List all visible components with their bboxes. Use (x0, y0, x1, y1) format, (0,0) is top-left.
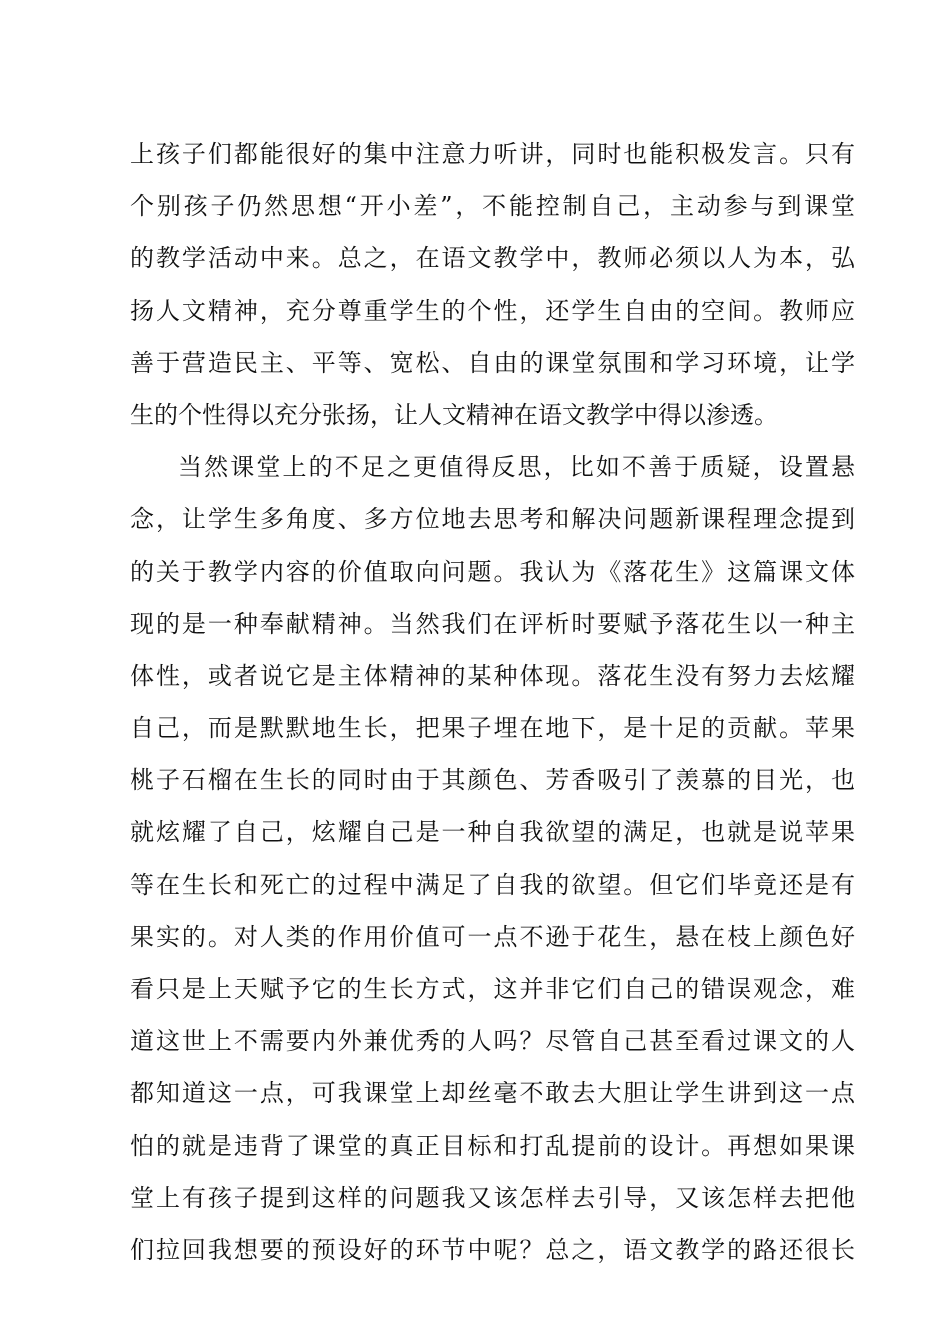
text-line: 果实的。对人类的作用价值可一点不逊于花生，悬在枝上颜色好 (130, 922, 855, 951)
paragraph-2 (130, 441, 855, 1276)
text-line: 念，让学生多角度、多方位地去思考和解决问题新课程理念提到 (130, 505, 855, 534)
text-line: 道这世上不需要内外兼优秀的人吗？尽管自己甚至看过课文的人 (130, 1027, 855, 1056)
text-line: 当然课堂上的不足之更值得反思，比如不善于质疑，设置悬 (178, 453, 855, 482)
text-line: 上孩子们都能很好的集中注意力听讲，同时也能积极发言。只有 (130, 140, 855, 168)
text-line: 的关于教学内容的价值取向问题。我认为《落花生》这篇课文体 (130, 557, 855, 586)
text-line: 现的是一种奉献精神。当然我们在评析时要赋予落花生以一种主 (130, 609, 855, 638)
text-line: 都知道这一点，可我课堂上却丝毫不敢去大胆让学生讲到这一点 (130, 1079, 855, 1108)
text-line: 们拉回我想要的预设好的环节中呢？总之，语文教学的路还很长 (130, 1235, 855, 1264)
text-line: 善于营造民主、平等、宽松、自由的课堂氛围和学习环境，让学 (130, 348, 855, 377)
document-body (130, 128, 855, 1276)
text-line: 桃子石榴在生长的同时由于其颜色、芳香吸引了羡慕的目光，也 (130, 766, 855, 795)
text-line: 体性，或者说它是主体精神的某种体现。落花生没有努力去炫耀 (130, 661, 855, 690)
paragraph-1 (130, 128, 855, 441)
text-line: 生的个性得以充分张扬，让人文精神在语文教学中得以渗透。 (130, 400, 778, 429)
text-line: 看只是上天赋予它的生长方式，这并非它们自己的错误观念，难 (130, 975, 855, 1003)
text-line: 等在生长和死亡的过程中满足了自我的欲望。但它们毕竟还是有 (130, 870, 855, 899)
text-line: 扬人文精神，充分尊重学生的个性，还学生自由的空间。教师应 (130, 296, 855, 325)
text-line: 怕的就是违背了课堂的真正目标和打乱提前的设计。再想如果课 (130, 1131, 855, 1160)
text-line: 堂上有孩子提到这样的问题我又该怎样去引导，又该怎样去把他 (130, 1183, 855, 1212)
text-line: 的教学活动中来。总之，在语文教学中，教师必须以人为本，弘 (130, 244, 855, 273)
text-line: 就炫耀了自己，炫耀自己是一种自我欲望的满足，也就是说苹果 (130, 818, 855, 847)
text-line: 个别孩子仍然思想“开小差”，不能控制自己，主动参与到课堂 (130, 192, 855, 221)
text-line: 自己，而是默默地生长，把果子埋在地下，是十足的贡献。苹果 (130, 714, 855, 743)
